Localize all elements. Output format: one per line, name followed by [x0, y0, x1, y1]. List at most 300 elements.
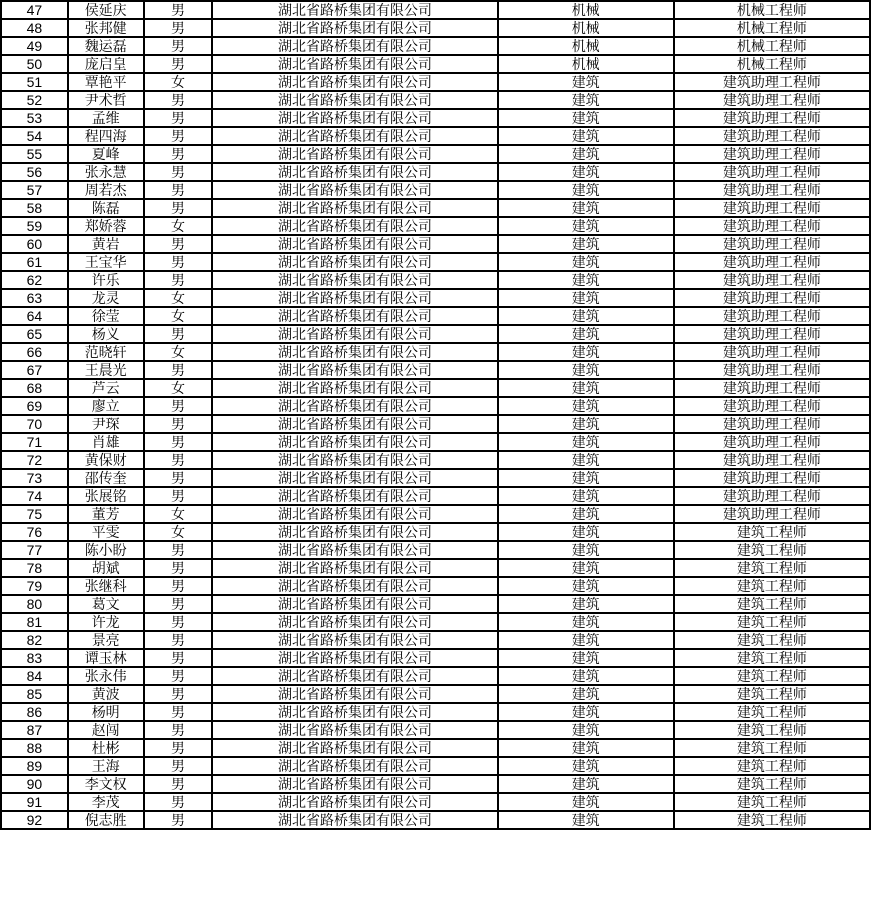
person-company-cell: 湖北省路桥集团有限公司	[212, 73, 497, 91]
person-title-cell: 建筑助理工程师	[674, 325, 870, 343]
row-number-cell: 48	[1, 19, 68, 37]
person-title-cell: 建筑助理工程师	[674, 163, 870, 181]
person-company-cell: 湖北省路桥集团有限公司	[212, 757, 497, 775]
person-company-cell: 湖北省路桥集团有限公司	[212, 55, 497, 73]
person-title-cell: 建筑工程师	[674, 703, 870, 721]
person-gender-cell: 男	[144, 253, 213, 271]
person-title-cell: 建筑工程师	[674, 523, 870, 541]
person-title-cell: 建筑工程师	[674, 613, 870, 631]
person-gender-cell: 男	[144, 595, 213, 613]
row-number-cell: 49	[1, 37, 68, 55]
person-category-cell: 建筑	[498, 739, 674, 757]
person-category-cell: 建筑	[498, 325, 674, 343]
person-gender-cell: 男	[144, 1, 213, 19]
table-row	[1, 793, 870, 811]
person-category-cell: 建筑	[498, 199, 674, 217]
table-row	[1, 703, 870, 721]
row-number-cell: 54	[1, 127, 68, 145]
person-category-cell: 建筑	[498, 433, 674, 451]
person-company-cell: 湖北省路桥集团有限公司	[212, 19, 497, 37]
row-number-cell: 80	[1, 595, 68, 613]
person-name-cell: 杜彬	[68, 739, 144, 757]
person-category-cell: 建筑	[498, 397, 674, 415]
person-category-cell: 建筑	[498, 703, 674, 721]
person-gender-cell: 男	[144, 721, 213, 739]
person-name-cell: 张展铭	[68, 487, 144, 505]
row-number-cell: 74	[1, 487, 68, 505]
person-gender-cell: 女	[144, 523, 213, 541]
person-title-cell: 建筑助理工程师	[674, 307, 870, 325]
person-gender-cell: 男	[144, 127, 213, 145]
table-body	[1, 1, 870, 829]
person-gender-cell: 男	[144, 811, 213, 829]
person-title-cell: 建筑工程师	[674, 667, 870, 685]
person-title-cell: 建筑工程师	[674, 559, 870, 577]
person-company-cell: 湖北省路桥集团有限公司	[212, 415, 497, 433]
person-category-cell: 机械	[498, 19, 674, 37]
person-name-cell: 张邦健	[68, 19, 144, 37]
person-name-cell: 黄保财	[68, 451, 144, 469]
person-name-cell: 张继科	[68, 577, 144, 595]
person-company-cell: 湖北省路桥集团有限公司	[212, 271, 497, 289]
person-company-cell: 湖北省路桥集团有限公司	[212, 307, 497, 325]
person-category-cell: 建筑	[498, 541, 674, 559]
person-title-cell: 建筑助理工程师	[674, 343, 870, 361]
person-category-cell: 建筑	[498, 523, 674, 541]
table-row	[1, 487, 870, 505]
table-row	[1, 379, 870, 397]
person-name-cell: 胡斌	[68, 559, 144, 577]
person-name-cell: 赵闯	[68, 721, 144, 739]
row-number-cell: 50	[1, 55, 68, 73]
person-name-cell: 王宝华	[68, 253, 144, 271]
row-number-cell: 66	[1, 343, 68, 361]
person-company-cell: 湖北省路桥集团有限公司	[212, 541, 497, 559]
person-gender-cell: 男	[144, 325, 213, 343]
person-category-cell: 建筑	[498, 127, 674, 145]
person-category-cell: 建筑	[498, 415, 674, 433]
person-gender-cell: 男	[144, 163, 213, 181]
person-category-cell: 建筑	[498, 73, 674, 91]
person-title-cell: 建筑助理工程师	[674, 379, 870, 397]
person-gender-cell: 男	[144, 613, 213, 631]
person-name-cell: 芦云	[68, 379, 144, 397]
person-gender-cell: 男	[144, 559, 213, 577]
person-company-cell: 湖北省路桥集团有限公司	[212, 217, 497, 235]
person-category-cell: 建筑	[498, 811, 674, 829]
person-title-cell: 机械工程师	[674, 37, 870, 55]
person-title-cell: 建筑助理工程师	[674, 181, 870, 199]
person-name-cell: 夏峰	[68, 145, 144, 163]
person-gender-cell: 男	[144, 703, 213, 721]
table-row	[1, 217, 870, 235]
person-title-cell: 建筑工程师	[674, 721, 870, 739]
person-name-cell: 邵传奎	[68, 469, 144, 487]
person-company-cell: 湖北省路桥集团有限公司	[212, 127, 497, 145]
person-category-cell: 建筑	[498, 721, 674, 739]
person-name-cell: 廖立	[68, 397, 144, 415]
row-number-cell: 70	[1, 415, 68, 433]
person-gender-cell: 男	[144, 469, 213, 487]
table-row	[1, 739, 870, 757]
person-name-cell: 许乐	[68, 271, 144, 289]
person-category-cell: 建筑	[498, 793, 674, 811]
person-gender-cell: 男	[144, 271, 213, 289]
person-name-cell: 尹术哲	[68, 91, 144, 109]
person-title-cell: 建筑助理工程师	[674, 253, 870, 271]
person-title-cell: 建筑工程师	[674, 595, 870, 613]
table-row	[1, 325, 870, 343]
table-row	[1, 127, 870, 145]
row-number-cell: 47	[1, 1, 68, 19]
person-company-cell: 湖北省路桥集团有限公司	[212, 631, 497, 649]
person-company-cell: 湖北省路桥集团有限公司	[212, 577, 497, 595]
person-company-cell: 湖北省路桥集团有限公司	[212, 667, 497, 685]
person-category-cell: 机械	[498, 1, 674, 19]
person-gender-cell: 女	[144, 217, 213, 235]
person-title-cell: 建筑助理工程师	[674, 397, 870, 415]
person-title-cell: 机械工程师	[674, 19, 870, 37]
person-title-cell: 建筑助理工程师	[674, 199, 870, 217]
person-name-cell: 张永慧	[68, 163, 144, 181]
table-row	[1, 559, 870, 577]
person-category-cell: 建筑	[498, 343, 674, 361]
person-name-cell: 杨明	[68, 703, 144, 721]
person-category-cell: 建筑	[498, 109, 674, 127]
row-number-cell: 68	[1, 379, 68, 397]
row-number-cell: 60	[1, 235, 68, 253]
table-row	[1, 613, 870, 631]
person-company-cell: 湖北省路桥集团有限公司	[212, 361, 497, 379]
table-row	[1, 667, 870, 685]
person-gender-cell: 女	[144, 73, 213, 91]
person-gender-cell: 男	[144, 757, 213, 775]
person-title-cell: 建筑助理工程师	[674, 433, 870, 451]
table-row	[1, 505, 870, 523]
person-gender-cell: 女	[144, 505, 213, 523]
row-number-cell: 88	[1, 739, 68, 757]
table-row	[1, 91, 870, 109]
person-company-cell: 湖北省路桥集团有限公司	[212, 649, 497, 667]
table-row	[1, 73, 870, 91]
person-category-cell: 建筑	[498, 757, 674, 775]
table-row	[1, 289, 870, 307]
person-company-cell: 湖北省路桥集团有限公司	[212, 469, 497, 487]
table-row	[1, 523, 870, 541]
person-gender-cell: 男	[144, 91, 213, 109]
person-gender-cell: 男	[144, 199, 213, 217]
person-category-cell: 建筑	[498, 685, 674, 703]
table-row	[1, 19, 870, 37]
person-title-cell: 建筑工程师	[674, 541, 870, 559]
person-name-cell: 魏运磊	[68, 37, 144, 55]
person-title-cell: 建筑工程师	[674, 649, 870, 667]
person-category-cell: 建筑	[498, 667, 674, 685]
person-gender-cell: 男	[144, 55, 213, 73]
person-gender-cell: 男	[144, 181, 213, 199]
person-company-cell: 湖北省路桥集团有限公司	[212, 739, 497, 757]
table-row	[1, 181, 870, 199]
person-company-cell: 湖北省路桥集团有限公司	[212, 721, 497, 739]
person-gender-cell: 男	[144, 145, 213, 163]
row-number-cell: 86	[1, 703, 68, 721]
person-gender-cell: 男	[144, 577, 213, 595]
row-number-cell: 63	[1, 289, 68, 307]
table-row	[1, 541, 870, 559]
row-number-cell: 56	[1, 163, 68, 181]
person-gender-cell: 女	[144, 343, 213, 361]
row-number-cell: 75	[1, 505, 68, 523]
person-category-cell: 建筑	[498, 631, 674, 649]
person-category-cell: 机械	[498, 55, 674, 73]
row-number-cell: 59	[1, 217, 68, 235]
person-category-cell: 建筑	[498, 163, 674, 181]
person-title-cell: 建筑助理工程师	[674, 505, 870, 523]
person-company-cell: 湖北省路桥集团有限公司	[212, 433, 497, 451]
person-category-cell: 建筑	[498, 775, 674, 793]
row-number-cell: 61	[1, 253, 68, 271]
person-category-cell: 建筑	[498, 253, 674, 271]
person-name-cell: 董芳	[68, 505, 144, 523]
person-title-cell: 建筑助理工程师	[674, 415, 870, 433]
person-title-cell: 建筑工程师	[674, 739, 870, 757]
person-company-cell: 湖北省路桥集团有限公司	[212, 685, 497, 703]
table-row	[1, 361, 870, 379]
person-name-cell: 程四海	[68, 127, 144, 145]
person-gender-cell: 男	[144, 361, 213, 379]
person-title-cell: 建筑工程师	[674, 631, 870, 649]
person-title-cell: 建筑助理工程师	[674, 145, 870, 163]
row-number-cell: 89	[1, 757, 68, 775]
person-title-cell: 建筑助理工程师	[674, 127, 870, 145]
person-gender-cell: 男	[144, 415, 213, 433]
person-category-cell: 建筑	[498, 235, 674, 253]
person-company-cell: 湖北省路桥集团有限公司	[212, 109, 497, 127]
row-number-cell: 82	[1, 631, 68, 649]
table-row	[1, 595, 870, 613]
person-category-cell: 建筑	[498, 145, 674, 163]
person-gender-cell: 男	[144, 541, 213, 559]
table-row	[1, 433, 870, 451]
table-row	[1, 469, 870, 487]
person-company-cell: 湖北省路桥集团有限公司	[212, 343, 497, 361]
person-name-cell: 谭玉林	[68, 649, 144, 667]
table-row	[1, 253, 870, 271]
person-gender-cell: 男	[144, 793, 213, 811]
row-number-cell: 84	[1, 667, 68, 685]
person-gender-cell: 男	[144, 109, 213, 127]
person-company-cell: 湖北省路桥集团有限公司	[212, 235, 497, 253]
row-number-cell: 90	[1, 775, 68, 793]
person-company-cell: 湖北省路桥集团有限公司	[212, 703, 497, 721]
person-company-cell: 湖北省路桥集团有限公司	[212, 487, 497, 505]
person-company-cell: 湖北省路桥集团有限公司	[212, 199, 497, 217]
table-row	[1, 145, 870, 163]
person-title-cell: 机械工程师	[674, 55, 870, 73]
person-category-cell: 建筑	[498, 217, 674, 235]
person-name-cell: 杨义	[68, 325, 144, 343]
row-number-cell: 85	[1, 685, 68, 703]
person-company-cell: 湖北省路桥集团有限公司	[212, 325, 497, 343]
row-number-cell: 65	[1, 325, 68, 343]
person-category-cell: 建筑	[498, 469, 674, 487]
person-title-cell: 建筑助理工程师	[674, 289, 870, 307]
row-number-cell: 57	[1, 181, 68, 199]
row-number-cell: 83	[1, 649, 68, 667]
person-name-cell: 李茂	[68, 793, 144, 811]
person-category-cell: 建筑	[498, 559, 674, 577]
person-title-cell: 建筑助理工程师	[674, 109, 870, 127]
person-category-cell: 建筑	[498, 379, 674, 397]
person-title-cell: 建筑工程师	[674, 577, 870, 595]
person-name-cell: 陈磊	[68, 199, 144, 217]
person-company-cell: 湖北省路桥集团有限公司	[212, 397, 497, 415]
person-name-cell: 王海	[68, 757, 144, 775]
table-row	[1, 163, 870, 181]
person-title-cell: 建筑工程师	[674, 685, 870, 703]
row-number-cell: 77	[1, 541, 68, 559]
table-row	[1, 451, 870, 469]
person-name-cell: 平雯	[68, 523, 144, 541]
person-name-cell: 许龙	[68, 613, 144, 631]
person-company-cell: 湖北省路桥集团有限公司	[212, 793, 497, 811]
person-gender-cell: 男	[144, 451, 213, 469]
person-category-cell: 建筑	[498, 181, 674, 199]
person-company-cell: 湖北省路桥集团有限公司	[212, 451, 497, 469]
table-row	[1, 721, 870, 739]
table-row	[1, 757, 870, 775]
person-company-cell: 湖北省路桥集团有限公司	[212, 595, 497, 613]
person-name-cell: 龙灵	[68, 289, 144, 307]
person-category-cell: 建筑	[498, 289, 674, 307]
table-row	[1, 199, 870, 217]
person-name-cell: 黄波	[68, 685, 144, 703]
person-gender-cell: 男	[144, 433, 213, 451]
row-number-cell: 81	[1, 613, 68, 631]
person-title-cell: 建筑助理工程师	[674, 451, 870, 469]
person-gender-cell: 男	[144, 19, 213, 37]
table-row	[1, 649, 870, 667]
row-number-cell: 69	[1, 397, 68, 415]
person-title-cell: 建筑助理工程师	[674, 469, 870, 487]
person-name-cell: 陈小盼	[68, 541, 144, 559]
person-title-cell: 建筑助理工程师	[674, 487, 870, 505]
person-title-cell: 建筑助理工程师	[674, 217, 870, 235]
row-number-cell: 76	[1, 523, 68, 541]
person-name-cell: 肖雄	[68, 433, 144, 451]
person-category-cell: 建筑	[498, 613, 674, 631]
person-company-cell: 湖北省路桥集团有限公司	[212, 775, 497, 793]
person-title-cell: 机械工程师	[674, 1, 870, 19]
person-company-cell: 湖北省路桥集团有限公司	[212, 181, 497, 199]
person-name-cell: 覃艳平	[68, 73, 144, 91]
person-gender-cell: 男	[144, 739, 213, 757]
row-number-cell: 62	[1, 271, 68, 289]
person-name-cell: 黄岩	[68, 235, 144, 253]
person-category-cell: 建筑	[498, 595, 674, 613]
person-title-cell: 建筑工程师	[674, 757, 870, 775]
person-company-cell: 湖北省路桥集团有限公司	[212, 613, 497, 631]
person-category-cell: 建筑	[498, 307, 674, 325]
table-row	[1, 415, 870, 433]
person-gender-cell: 男	[144, 235, 213, 253]
person-category-cell: 建筑	[498, 451, 674, 469]
row-number-cell: 64	[1, 307, 68, 325]
person-name-cell: 倪志胜	[68, 811, 144, 829]
row-number-cell: 52	[1, 91, 68, 109]
table-row	[1, 631, 870, 649]
table-row	[1, 235, 870, 253]
row-number-cell: 55	[1, 145, 68, 163]
person-category-cell: 建筑	[498, 505, 674, 523]
person-company-cell: 湖北省路桥集团有限公司	[212, 1, 497, 19]
table-row	[1, 109, 870, 127]
row-number-cell: 92	[1, 811, 68, 829]
person-name-cell: 王晨光	[68, 361, 144, 379]
table-row	[1, 811, 870, 829]
person-name-cell: 李文权	[68, 775, 144, 793]
person-name-cell: 范晓轩	[68, 343, 144, 361]
person-title-cell: 建筑工程师	[674, 793, 870, 811]
person-company-cell: 湖北省路桥集团有限公司	[212, 91, 497, 109]
person-title-cell: 建筑助理工程师	[674, 235, 870, 253]
person-title-cell: 建筑工程师	[674, 811, 870, 829]
person-title-cell: 建筑工程师	[674, 775, 870, 793]
row-number-cell: 53	[1, 109, 68, 127]
row-number-cell: 73	[1, 469, 68, 487]
person-name-cell: 周若杰	[68, 181, 144, 199]
table-row	[1, 577, 870, 595]
row-number-cell: 78	[1, 559, 68, 577]
person-category-cell: 建筑	[498, 271, 674, 289]
person-category-cell: 建筑	[498, 577, 674, 595]
person-company-cell: 湖北省路桥集团有限公司	[212, 379, 497, 397]
row-number-cell: 91	[1, 793, 68, 811]
person-gender-cell: 男	[144, 487, 213, 505]
person-gender-cell: 女	[144, 307, 213, 325]
row-number-cell: 79	[1, 577, 68, 595]
person-company-cell: 湖北省路桥集团有限公司	[212, 37, 497, 55]
person-title-cell: 建筑助理工程师	[674, 91, 870, 109]
table-row	[1, 343, 870, 361]
table-row	[1, 307, 870, 325]
person-company-cell: 湖北省路桥集团有限公司	[212, 253, 497, 271]
table-row	[1, 775, 870, 793]
person-title-cell: 建筑助理工程师	[674, 271, 870, 289]
row-number-cell: 58	[1, 199, 68, 217]
person-company-cell: 湖北省路桥集团有限公司	[212, 559, 497, 577]
person-name-cell: 庞启皇	[68, 55, 144, 73]
table-row	[1, 1, 870, 19]
person-name-cell: 张永伟	[68, 667, 144, 685]
person-gender-cell: 男	[144, 631, 213, 649]
row-number-cell: 67	[1, 361, 68, 379]
person-name-cell: 侯延庆	[68, 1, 144, 19]
person-company-cell: 湖北省路桥集团有限公司	[212, 811, 497, 829]
person-gender-cell: 男	[144, 685, 213, 703]
person-name-cell: 葛文	[68, 595, 144, 613]
row-number-cell: 51	[1, 73, 68, 91]
person-gender-cell: 女	[144, 289, 213, 307]
person-company-cell: 湖北省路桥集团有限公司	[212, 505, 497, 523]
person-category-cell: 建筑	[498, 91, 674, 109]
row-number-cell: 72	[1, 451, 68, 469]
table-row	[1, 271, 870, 289]
table-row	[1, 37, 870, 55]
table-row	[1, 55, 870, 73]
table-row	[1, 685, 870, 703]
person-category-cell: 建筑	[498, 361, 674, 379]
